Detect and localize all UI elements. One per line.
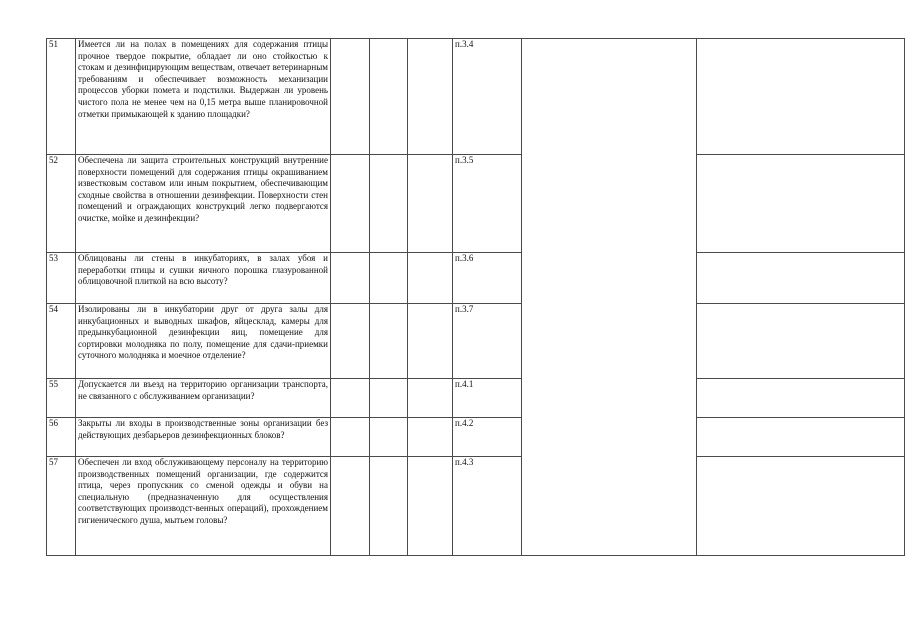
table-row [47, 155, 905, 253]
row-number: 51 [47, 39, 76, 155]
empty-cell [331, 39, 370, 155]
reference-cell: п.3.4 [453, 39, 522, 155]
row-number: 53 [47, 253, 76, 304]
reference-cell: п.3.7 [453, 304, 522, 379]
empty-cell [408, 457, 453, 556]
question-text: Облицованы ли стены в инкубаториях, в залах убоя и переработки птицы и сушки яичного порошка глазурованной облицовочной плиткой на всю высоту? [76, 253, 331, 304]
empty-cell [408, 39, 453, 155]
question-text: Закрыты ли входы в производственные зоны организации без действующих дезбарьеров дезинфекционных блоков? [76, 418, 331, 457]
reference-cell: п.4.3 [453, 457, 522, 556]
question-text: Обеспечена ли защита строительных конструкций внутренние поверхности помещений для содержания птицы окрашиванием известковым составом или иным покрытием, обеспечивающим сходные свойства в отношении дезинфекции. Поверхности стен помещений и ограждающих конструкций легко подвергаются очистке, мойке и дезинфекции? [76, 155, 331, 253]
reference-cell: п.4.2 [453, 418, 522, 457]
table-row [47, 457, 905, 556]
empty-cell [697, 39, 905, 155]
empty-cell [697, 418, 905, 457]
table-row [47, 253, 905, 304]
empty-cell [331, 155, 370, 253]
empty-cell [370, 418, 408, 457]
empty-cell [370, 39, 408, 155]
empty-cell [408, 379, 453, 418]
question-text: Допускается ли въезд на территорию организации транспорта, не связанного с обслуживанием организации? [76, 379, 331, 418]
row-number: 56 [47, 418, 76, 457]
empty-cell [370, 457, 408, 556]
empty-cell [370, 304, 408, 379]
row-number: 55 [47, 379, 76, 418]
empty-cell [408, 418, 453, 457]
question-text: Изолированы ли в инкубатории друг от друга залы для инкубационных и выводных шкафов, яйцесклад, камеры для предынкубационной дезинфекции яиц, помещение для сортировки молодняка по полу, помещение для сдачи-приемки суточного молодняка и моечное отделение? [76, 304, 331, 379]
empty-cell [370, 379, 408, 418]
question-text: Имеется ли на полах в помещениях для содержания птицы прочное твердое покрытие, обладает ли оно стойкостью к стокам и дезинфицирующим веществам, отвечает ветеринарным требованиям и обеспечивает возможность механизации процессов уборки помета и подстилки. Выдержан ли уровень чистого пола не менее чем на 0,15 метра выше планировочной отметки примыкающей к зданию площадки? [76, 39, 331, 155]
merged-empty-cell [522, 39, 697, 556]
row-number: 54 [47, 304, 76, 379]
row-number: 57 [47, 457, 76, 556]
empty-cell [697, 379, 905, 418]
reference-cell: п.3.6 [453, 253, 522, 304]
table-row [47, 418, 905, 457]
checklist-table [46, 38, 905, 556]
empty-cell [408, 304, 453, 379]
empty-cell [697, 155, 905, 253]
empty-cell [370, 253, 408, 304]
reference-cell: п.3.5 [453, 155, 522, 253]
row-number: 52 [47, 155, 76, 253]
empty-cell [331, 253, 370, 304]
empty-cell [331, 457, 370, 556]
empty-cell [331, 304, 370, 379]
table-row [47, 39, 905, 155]
reference-cell: п.4.1 [453, 379, 522, 418]
empty-cell [697, 457, 905, 556]
empty-cell [697, 253, 905, 304]
empty-cell [331, 379, 370, 418]
empty-cell [408, 155, 453, 253]
empty-cell [331, 418, 370, 457]
empty-cell [408, 253, 453, 304]
table-row [47, 304, 905, 379]
empty-cell [370, 155, 408, 253]
empty-cell [697, 304, 905, 379]
table-row [47, 379, 905, 418]
question-text: Обеспечен ли вход обслуживающему персоналу на территорию производственных помещений организации, где содержится птица, через пропускник со сменой одежды и обуви на специальную (предназначенную для осуществления соответствующих производст-венных операций), прохождением гигиенического душа, мытьем головы? [76, 457, 331, 556]
